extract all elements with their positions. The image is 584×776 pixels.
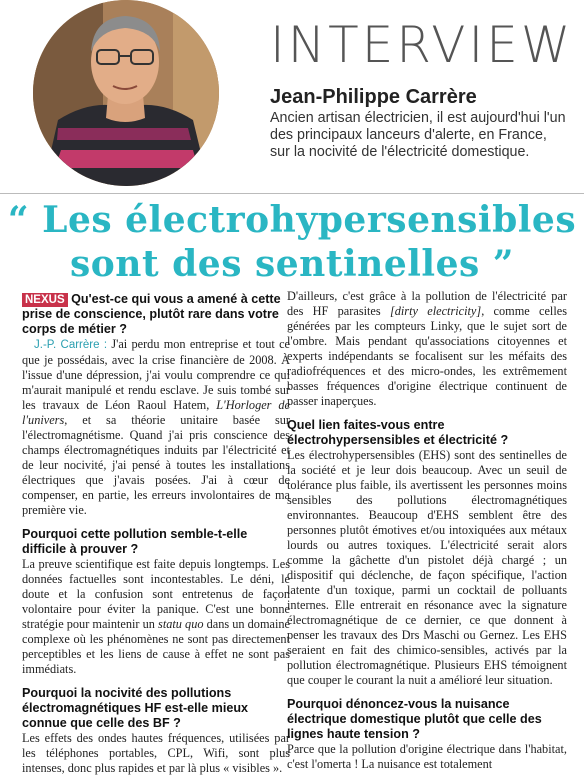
question-2: Pourquoi cette pollution semble-t-elle difficile à prouver ? — [22, 527, 248, 556]
answer-3: Les effets des ondes hautes fréquences, utilisées par les téléphones portables, CPL, Wifi, sont plus intenses, donc plus rapides et par là plus « visibles ». — [22, 731, 290, 775]
answer-3-cont-italic: [dirty electricity] — [389, 304, 482, 318]
article-column-left — [22, 292, 290, 776]
answer-2-text-a: La preuve scientifique est faite depuis longtemps. Les données factuelles sont incontestables. Le déni, le doute et la confusion sont entretenus de façon volontaire pour éviter la panique. C'est une bonne stratégie pour maintenir un — [22, 557, 290, 631]
speaker-label: J.-P. Carrère : — [34, 339, 108, 351]
answer-3-cont-text-a: D'ailleurs, c'est grâce à la pollution de l'électricité par des HF parasites — [287, 289, 567, 318]
question-1 — [22, 292, 290, 337]
question-1-text: Qu'est-ce qui vous a amené à cette prise de conscience, plutôt rare dans votre corps de métier ? — [22, 292, 281, 336]
answer-4: Les électrohypersensibles (EHS) sont des sentinelles de la société et je leur dois beaucoup. Avec un seuil de tolérance plus faible, ils avertissent les personnes moins sensibles des pollutions électromagnétiques environnantes. Beaucoup d'EHS semblent être des personnes plutôt émotives et/ou intoxiquées aux métaux lourds ou autres toxiques. L'électricité serait alors comme la gâchette d'un pistolet déjà chargé ; un dispositif qui déclenche, de façon spécifique, l'action latente d'un toxique, parmi un cocktail de polluants internes. Elle entrerait en résonance avec la signature électromagnétique de ce dernier, ce que donnent à penser les travaux des Drs Maschi ou Gernez. Les EHS seraient en fait des chimico-sensibles, activés par la pollution électromagnétique. Plusieurs EHS témoignent que couper le courant la nuit a amélioré leur situation. — [287, 448, 567, 687]
answer-1-text-a: J'ai perdu mon entreprise et tout ce que je possédais, avec la crise financière de 2008. À l'issue d'une dépression, j'ai voulu comprendre ce qui m'aurait manipulé et rendu esclave. Je suis tombé sur les travaux de Léon Raoul Hatem, — [22, 337, 290, 412]
author-portrait — [33, 0, 219, 186]
answer-3-continued — [287, 289, 567, 409]
interviewee-bio: Ancien artisan électricien, il est aujourd'hui l'un des principaux lanceurs d'alerte, en France, sur la nocivité de l'électricité domestique. — [270, 110, 566, 160]
article-column-right — [287, 289, 567, 772]
section-kicker: INTERVIEW — [270, 16, 574, 74]
interviewee-name: Jean-Philippe Carrère — [270, 86, 477, 108]
answer-2-italic: statu quo — [158, 617, 204, 631]
headline-line-1: “ Les électrohypersensibles — [7, 199, 577, 241]
answer-2-text-b: dans un domaine complexe où les phénomènes ne sont pas directement perceptibles et les liens de cause à effet ne sont pas immédiats. — [22, 617, 290, 676]
headline-line-2: sont des sentinelles ” — [70, 243, 514, 285]
answer-2 — [22, 557, 290, 677]
answer-5: Parce que la pollution d'origine électrique dans l'habitat, c'est l'omerta ! La nuisance est totalement — [287, 742, 567, 771]
answer-1-book-title: L'Horloger de l'univers — [22, 398, 290, 427]
header-divider — [0, 193, 584, 194]
answer-3-cont-text-b: , comme celles générées par les compteurs Linky, que le sujet sort de l'ombre. Mais pendant qu'associations citoyennes et experts indépendants se focalisent sur les méfaits des radiofréquences et des micro-ondes, les extrêmement basses fréquences d'origine électrique continuent de passer inaperçues. — [287, 304, 567, 408]
question-4: Quel lien faites-vous entre électrohypersensibles et électricité ? — [287, 418, 509, 447]
question-5: Pourquoi dénoncez-vous la nuisance électrique domestique plutôt que celle des lignes haute tension ? — [287, 697, 542, 741]
answer-1-text-b: , et sa théorie unitaire basée sur l'électromagnétisme. Quand j'ai pris conscience des champs électromagnétiques induits par l'électricité et de leur nocivité, j'ai pensé à toutes les installations électriques que j'avais posées. J'ai à cœur de compenser, en partie, les erreurs involontaires de ma première vie. — [22, 413, 290, 517]
nexus-badge: NEXUS — [22, 293, 68, 307]
answer-1 — [22, 337, 290, 518]
question-3: Pourquoi la nocivité des pollutions électromagnétiques HF est-elle mieux connue que celle des BF ? — [22, 686, 249, 730]
article-headline — [0, 198, 584, 286]
